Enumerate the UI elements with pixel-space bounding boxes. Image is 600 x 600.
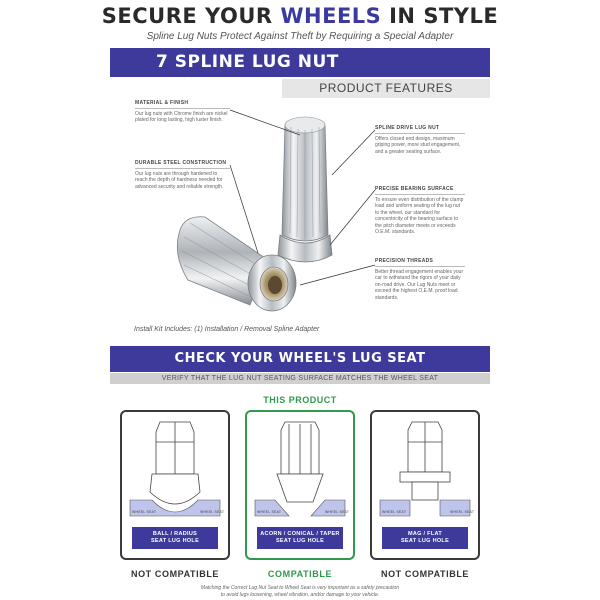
wheel-seat-label: WHEEL SEAT: [325, 510, 350, 514]
features-heading: PRODUCT FEATURES: [282, 79, 490, 98]
headline-highlight: WHEELS: [280, 4, 382, 28]
product-banner: 7 SPLINE LUG NUT: [110, 48, 490, 77]
seat-panel-ball: [120, 410, 230, 560]
lying-lug-nut: [177, 217, 296, 311]
upright-lug-nut: [278, 117, 332, 262]
compat-status-mag: NOT COMPATIBLE: [380, 569, 470, 579]
callout-bearing: PRECISE BEARING SURFACE To ensure even distribution of the clamp load and uniform seating of the lug nut to the wheel, our standard for concentricity of the bearing surface to the pitch diameter meets or exceeds O.E.M. standards.: [375, 186, 464, 235]
install-kit-note: Install Kit Includes: (1) Installation / Removal Spline Adapter: [134, 326, 320, 333]
wheel-seat-label: WHEEL SEAT: [257, 510, 282, 514]
wheel-seat-label: WHEEL SEAT: [450, 510, 475, 514]
wheel-seat-label: WHEEL SEAT: [382, 510, 407, 514]
callout-spline: SPLINE DRIVE LUG NUT Offers closed end design, maximum griping power, more stud engagement, and a greater seating surface.: [375, 125, 465, 155]
seat-caption-mag: MAG / FLAT SEAT LUG HOLE: [382, 527, 468, 549]
callout-steel: DURABLE STEEL CONSTRUCTION Our lug nuts are through hardened to reach the depth of hardness needed for advanced security and reliable strength.: [135, 160, 230, 190]
wheel-seat-label: WHEEL SEAT: [200, 510, 225, 514]
compat-status-ball: NOT COMPATIBLE: [130, 569, 220, 579]
seat-panel-mag: [370, 410, 480, 560]
wheel-seat-label: WHEEL SEAT: [132, 510, 157, 514]
seat-caption-acorn: ACORN / CONICAL / TAPER SEAT LUG HOLE: [257, 527, 343, 549]
this-product-label: THIS PRODUCT: [263, 395, 337, 405]
seat-caption-ball: BALL / RADIUS SEAT LUG HOLE: [132, 527, 218, 549]
page-subtitle: Spline Lug Nuts Protect Against Theft by Requiring a Special Adapter: [146, 31, 454, 42]
callout-threads: PRECISION THREADS Better thread engagement enables your car to withstand the rigors of your daily on-road drive. Our Lug Nuts meet or exceed the highest O.E.M. proof load standards.: [375, 258, 464, 301]
seat-panel-acorn: [245, 410, 355, 560]
compat-status-acorn: COMPATIBLE: [267, 569, 333, 579]
lug-nut-illustration: [160, 95, 380, 325]
page-headline: SECURE YOUR WHEELS IN STYLE: [101, 4, 499, 28]
lug-seat-banner: CHECK YOUR WHEEL'S LUG SEAT: [110, 346, 490, 372]
safety-footer: Matching the Correct Lug Nut Seat to Wheel Seat is very important as a safety precaution to avoid lugs loosening, wheel vibration, and/or damage to your vehicle.: [200, 585, 400, 598]
verify-instruction: VERIFY THAT THE LUG NUT SEATING SURFACE MATCHES THE WHEEL SEAT: [110, 373, 490, 384]
callout-material: MATERIAL & FINISH Our lug nuts with Chrome finish are nickel plated for long lasting, high luster finish.: [135, 100, 230, 124]
